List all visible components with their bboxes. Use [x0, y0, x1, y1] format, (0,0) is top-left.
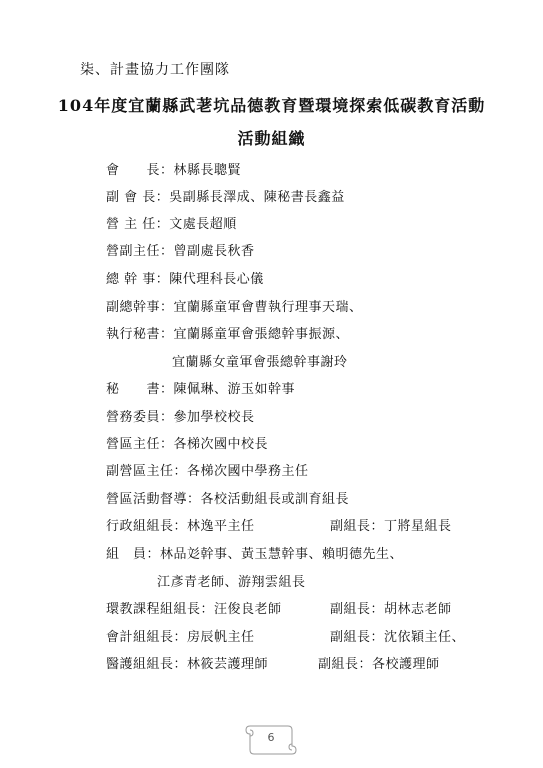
roster-line-camp-director: 營 主 任：文處長超順 — [106, 217, 237, 232]
roster-line-admin-deputy: 副組長：丁將星組長 — [330, 519, 452, 534]
roster-line-medical-deputy: 副組長：各校護理師 — [318, 657, 440, 672]
roster-line-committee: 營務委員：參加學校校長 — [106, 410, 255, 425]
roster-line-curriculum-leader: 環教課程組組長：汪俊良老師 — [106, 602, 282, 617]
roster-line-members: 組 員：林品彣幹事、黃玉慧幹事、賴明德先生、 — [106, 547, 404, 562]
roster-line-admin-leader: 行政組組長：林逸平主任 — [106, 519, 255, 534]
roster-line-president: 會 長：林縣長聰賢 — [106, 163, 242, 178]
roster-line-accounting-leader: 會計組組長：房辰帆主任 — [106, 630, 255, 645]
roster-line-secretary: 秘 書：陳佩琳、游玉如幹事 — [106, 382, 296, 397]
roster-line-members-cont: 江彥青老師、游翔雲組長 — [157, 575, 306, 590]
roster-line-chief-secretary: 總 幹 事：陳代理科長心儀 — [106, 272, 264, 287]
roster-line-deputy-camp-director: 營副主任：曾副處長秋香 — [106, 244, 255, 259]
document-subtitle: 活動組織 — [237, 129, 306, 148]
document-title: 104年度宜蘭縣武荖坑品德教育暨環境探索低碳教育活動 — [57, 96, 486, 115]
roster-line-executive-secretary-cont: 宜蘭縣女童軍會張總幹事謝玲 — [172, 355, 348, 370]
roster-line-deputy-area-director: 副營區主任：各梯次國中學務主任 — [106, 464, 309, 479]
roster-line-deputy-chief-secretary: 副總幹事：宜蘭縣童軍會曹執行理事天瑞、 — [106, 300, 363, 315]
roster-line-area-director: 營區主任：各梯次國中校長 — [106, 437, 269, 452]
section-heading: 柒、計畫協力工作團隊 — [80, 62, 230, 78]
page-number: 6 — [267, 731, 275, 744]
roster-line-executive-secretary: 執行秘書：宜蘭縣童軍會張總幹事振源、 — [106, 327, 350, 342]
roster-line-medical-leader: 醫護組組長：林筱芸護理師 — [106, 657, 269, 672]
roster-line-vice-president: 副 會 長：吳副縣長澤成、陳秘書長鑫益 — [106, 190, 345, 205]
roster-line-curriculum-deputy: 副組長：胡林志老師 — [330, 602, 452, 617]
roster-line-activity-supervisor: 營區活動督導：各校活動組長或訓育組長 — [106, 492, 350, 507]
roster-line-accounting-deputy: 副組長：沈依穎主任、 — [330, 630, 466, 645]
